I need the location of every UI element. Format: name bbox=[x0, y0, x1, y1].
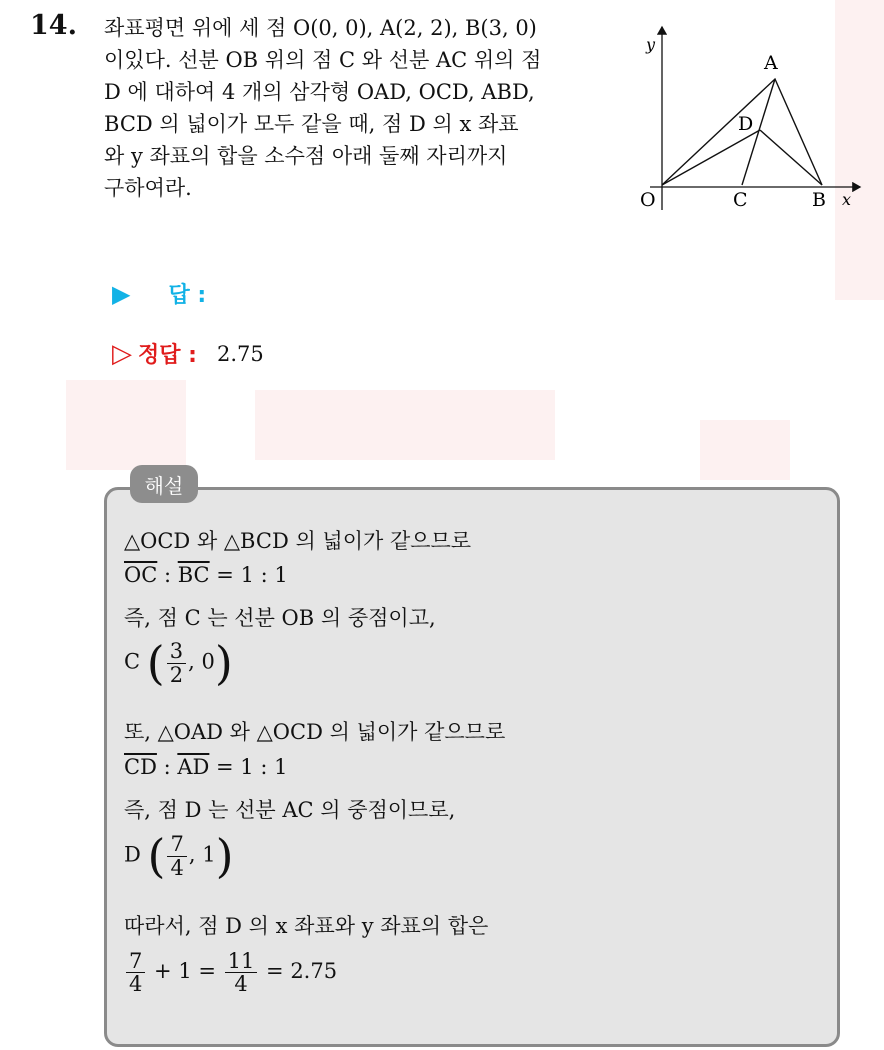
question-text bbox=[104, 12, 624, 204]
solution-line: 즉, 점 C 는 선분 OB 의 중점이고, bbox=[124, 606, 436, 630]
ratio-value: = 1 : 1 bbox=[209, 755, 288, 779]
watermark-block bbox=[700, 420, 790, 480]
solution-line bbox=[124, 563, 288, 587]
label-c: C bbox=[733, 189, 748, 211]
solution-line: 즉, 점 D 는 선분 AC 의 중점이므로, bbox=[124, 798, 456, 822]
solution-line: 또, △OAD 와 △OCD 의 넓이가 같으므로 bbox=[124, 720, 506, 744]
ratio-value: = 1 : 1 bbox=[209, 563, 288, 587]
coord-tail: , 0 bbox=[188, 649, 215, 674]
plus-one: + 1 = bbox=[147, 959, 223, 984]
question-line: 좌표평면 위에 세 점 O(0, 0), A(2, 2), B(3, 0) bbox=[104, 16, 537, 40]
label-y: y bbox=[646, 35, 656, 54]
label-x: x bbox=[842, 190, 852, 209]
play-icon: ▶ bbox=[112, 279, 131, 308]
label-o: O bbox=[640, 189, 656, 211]
point-d-coords: D ( $\frac{7}{4}$ , 1) bbox=[124, 829, 234, 883]
question-number: 14. bbox=[30, 10, 77, 41]
segment-oc: $\overline{OC}$ bbox=[124, 563, 158, 587]
question-line: D 에 대하여 4 개의 삼각형 OAD, OCD, ABD, bbox=[104, 80, 535, 104]
ratio-colon: : bbox=[157, 563, 178, 587]
solution-line bbox=[124, 755, 287, 779]
ratio-colon: : bbox=[156, 755, 178, 779]
segment-cd: $\overline{CD}$ bbox=[124, 755, 157, 779]
result: = 2.75 bbox=[259, 959, 338, 984]
segment-db bbox=[760, 130, 822, 185]
answer-row bbox=[112, 278, 206, 309]
label-d: D bbox=[738, 113, 754, 135]
fraction: $\frac{11}{4}$ bbox=[225, 950, 258, 995]
label-b: B bbox=[812, 189, 826, 211]
coord-tail: , 1 bbox=[188, 842, 216, 867]
question-line: BCD 의 넓이가 모두 같을 때, 점 D 의 x 좌표 bbox=[104, 112, 519, 136]
correct-answer-row bbox=[112, 338, 264, 369]
solution-line: △OCD 와 △BCD 의 넓이가 같으므로 bbox=[124, 529, 472, 553]
question-line: 와 y 좌표의 합을 소수점 아래 둘째 자리까지 bbox=[104, 144, 508, 168]
fraction: $\frac{3}{2}$ bbox=[167, 640, 186, 685]
answer-label: 답 : bbox=[168, 283, 207, 308]
question-line: 구하여라. bbox=[104, 176, 192, 200]
point-c-coords: C ( $\frac{3}{2}$ , 0) bbox=[124, 636, 233, 690]
fraction: $\frac{7}{4}$ bbox=[126, 950, 145, 995]
correct-label: 정답 : bbox=[138, 343, 197, 368]
point-label: C bbox=[124, 649, 141, 674]
fraction: $\frac{7}{4}$ bbox=[167, 833, 186, 878]
watermark-block bbox=[66, 380, 186, 470]
correct-value: 2.75 bbox=[216, 341, 264, 366]
correct-icon: ▷ bbox=[112, 338, 132, 369]
final-equation bbox=[124, 950, 337, 995]
coordinate-figure bbox=[632, 22, 867, 222]
solution-line: 따라서, 점 D 의 x 좌표와 y 좌표의 합은 bbox=[124, 914, 489, 938]
segment-ad: $\overline{AD}$ bbox=[177, 755, 210, 779]
point-label: D bbox=[124, 842, 141, 867]
watermark-block bbox=[255, 390, 555, 460]
solution-tag: 해설 bbox=[130, 465, 198, 503]
question-line: 이있다. 선분 OB 위의 점 C 와 선분 AC 위의 점 bbox=[104, 48, 542, 72]
segment-bc: $\overline{BC}$ bbox=[177, 563, 210, 587]
label-a: A bbox=[764, 52, 778, 74]
